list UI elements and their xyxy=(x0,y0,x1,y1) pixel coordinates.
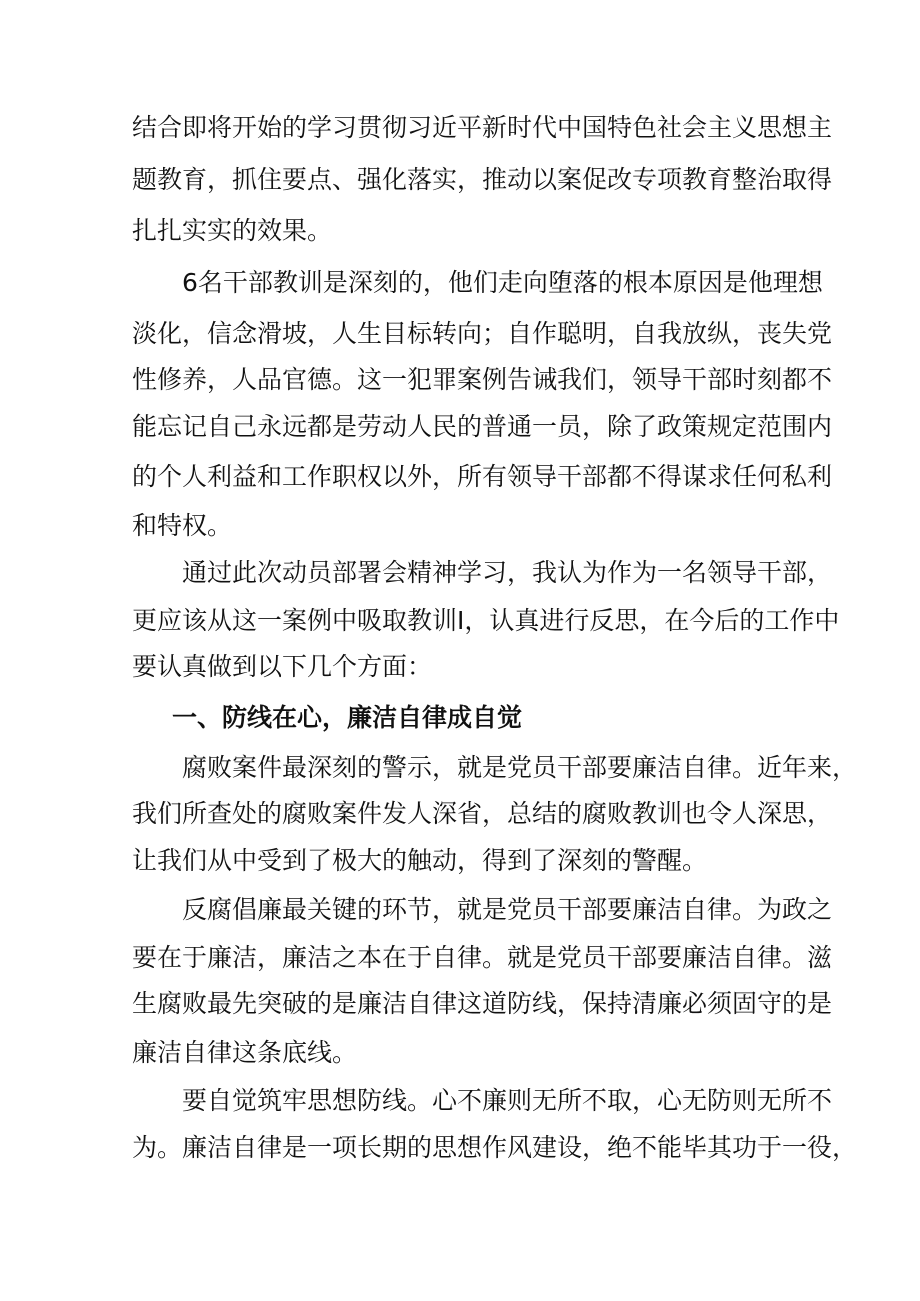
paragraph-first-line: 6名干部教训是深刻的，他们走向堕落的根本原因是他理想 xyxy=(182,268,823,297)
section-heading: 一、防线在心，廉洁自律成自觉 xyxy=(172,703,523,732)
text-line: 结合即将开始的学习贯彻习近平新时代中国特色社会主义思想主 xyxy=(132,113,833,142)
text-line: 为。廉洁自律是一项长期的思想作风建设，绝不能毕其功于一役， xyxy=(132,1133,858,1162)
paragraph-first-line: 腐败案件最深刻的警示，就是党员干部要廉洁自律。近年来， xyxy=(182,753,858,782)
text-line: 要认真做到以下几个方面： xyxy=(132,652,433,681)
text-line: 题教育，抓住要点、强化落实，推动以案促改专项教育整治取得 xyxy=(132,165,833,194)
text-line: 的个人利益和工作职权以外，所有领导干部都不得谋求任何私利 xyxy=(132,462,833,491)
text-line: 让我们从中受到了极大的触动，得到了深刻的警醒。 xyxy=(132,846,708,875)
paragraph-first-line: 要自觉筑牢思想防线。心不廉则无所不取，心无防则无所不 xyxy=(182,1086,833,1115)
text-line: 生腐败最先突破的是廉洁自律这道防线，保持清廉必须固守的是 xyxy=(132,989,833,1018)
paragraph-first-line: 通过此次动员部署会精神学习，我认为作为一名领导干部， xyxy=(182,558,833,587)
paragraph-first-line: 反腐倡廉最关键的环节，就是党员干部要廉洁自律。为政之 xyxy=(182,895,833,924)
text-line: 我们所查处的腐败案件发人深省，总结的腐败教训也令人深思， xyxy=(132,799,833,828)
text-line: 性修养，人品官德。这一犯罪案例告诫我们，领导干部时刻都不 xyxy=(132,365,833,394)
text-line: 能忘记自己永远都是劳动人民的普通一员，除了政策规定范围内 xyxy=(132,412,833,441)
text-line: 更应该从这一案例中吸取教训I，认真进行反思，在今后的工作中 xyxy=(132,606,840,635)
text-line: 和特权。 xyxy=(132,511,233,540)
text-line: 廉洁自律这条底线。 xyxy=(132,1038,358,1067)
text-line: 扎扎实实的效果。 xyxy=(132,216,333,245)
text-line: 淡化，信念滑坡，人生目标转向；自作聪明，自我放纵，丧失党 xyxy=(132,319,833,348)
text-line: 要在于廉洁，廉洁之本在于自律。就是党员干部要廉洁自律。滋 xyxy=(132,943,833,972)
